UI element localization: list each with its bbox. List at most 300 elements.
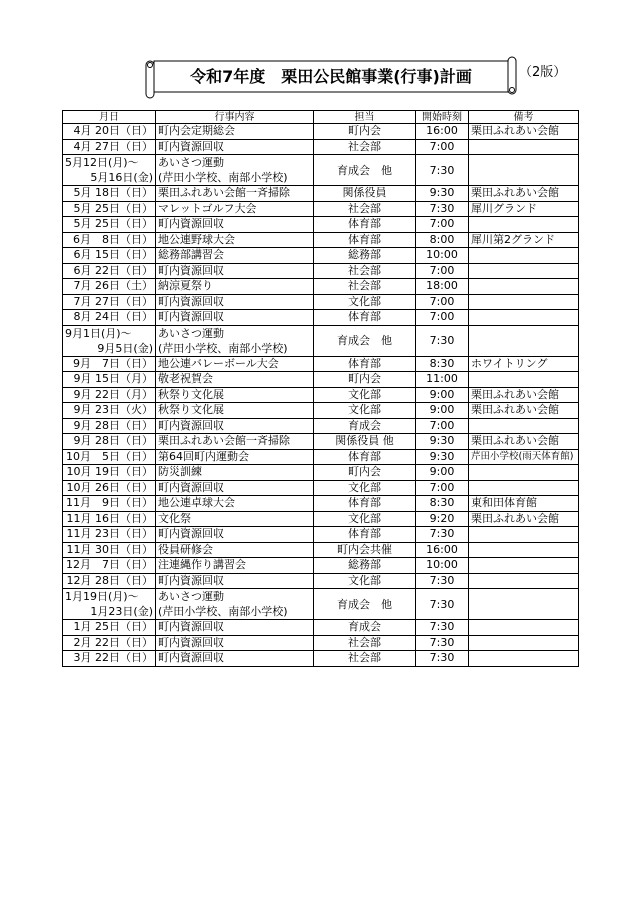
table-row (63, 465, 579, 481)
start-time-cell (416, 589, 469, 620)
start-time-text: 16:00 (426, 542, 458, 556)
event-cell (156, 372, 314, 388)
event-text: 町内資源回収 (158, 294, 224, 308)
date-text: 12月 28日（日） (66, 573, 153, 587)
note-text: 犀川第2グランド (471, 232, 555, 246)
table-row (63, 139, 579, 155)
date-cell (63, 511, 156, 527)
owner-text: 育成会 他 (337, 334, 392, 347)
note-cell (469, 263, 579, 279)
date-start-text: 9月1日(月)～ (65, 326, 132, 340)
date-text: 4月 20日（日） (73, 124, 153, 138)
note-text: 栗田ふれあい会館 (471, 434, 559, 448)
event-text: 町内資源回収 (158, 527, 224, 541)
header-notes: 備考 (469, 111, 579, 124)
date-cell (63, 356, 156, 372)
event-text: 栗田ふれあい会館一斉掃除 (158, 186, 290, 200)
start-time-text: 7:30 (429, 651, 455, 665)
event-text: 町内資源回収 (158, 139, 224, 153)
date-text: 11月 23日（日） (66, 527, 153, 541)
event-cell (156, 573, 314, 589)
document-title: 令和7年度 栗田公民館事業(行事)計画 (190, 67, 472, 86)
owner-cell (314, 496, 416, 512)
note-cell (469, 465, 579, 481)
start-time-text: 9:20 (429, 511, 455, 525)
start-time-text: 7:00 (429, 480, 455, 494)
table-row (63, 387, 579, 403)
owner-cell (314, 403, 416, 419)
owner-cell (314, 449, 416, 465)
start-time-cell (416, 294, 469, 310)
note-text: 栗田ふれあい会館 (471, 403, 559, 417)
schedule-table (62, 110, 579, 667)
event-cell (156, 651, 314, 667)
date-text: 6月 15日（日） (73, 248, 153, 262)
table-row (63, 325, 579, 356)
owner-cell (314, 356, 416, 372)
owner-text: 町内会 (348, 372, 381, 386)
date-cell (63, 434, 156, 450)
note-cell (469, 201, 579, 217)
date-text: 9月 22日（月） (73, 387, 153, 401)
note-cell (469, 294, 579, 310)
owner-text: 社会部 (348, 139, 381, 153)
event-cell (156, 248, 314, 264)
event-text: 秋祭り文化展 (158, 403, 224, 417)
start-time-text: 7:00 (429, 310, 455, 324)
start-time-cell (416, 620, 469, 636)
date-start-text: 1月19日(月)～ (65, 590, 139, 603)
table-row (63, 186, 579, 202)
date-text: 10月 19日（日） (66, 465, 153, 479)
date-cell (63, 527, 156, 543)
date-text: 6月 8日（日） (73, 232, 153, 246)
date-text: 3月 22日（日） (73, 651, 153, 665)
start-time-text: 8:00 (429, 232, 455, 246)
owner-cell (314, 635, 416, 651)
note-cell (469, 449, 579, 465)
event-text: 第64回町内運動会 (158, 449, 249, 463)
table-row (63, 356, 579, 372)
start-time-text: 7:30 (429, 620, 455, 634)
note-cell (469, 589, 579, 620)
start-time-cell (416, 542, 469, 558)
note-cell (469, 387, 579, 403)
start-time-cell (416, 403, 469, 419)
note-cell (469, 434, 579, 450)
event-text: マレットゴルフ大会 (158, 201, 257, 215)
owner-text: 社会部 (348, 201, 381, 215)
table-row (63, 511, 579, 527)
event-subtext: (芹田小学校、南部小学校) (158, 341, 288, 355)
table-row (63, 124, 579, 140)
date-cell (63, 651, 156, 667)
start-time-cell (416, 248, 469, 264)
date-text: 5月 25日（日） (73, 201, 153, 215)
owner-text: 文化部 (348, 387, 381, 401)
start-time-text: 7:30 (429, 201, 455, 215)
start-time-text: 7:00 (429, 418, 455, 432)
owner-text: 育成会 他 (337, 163, 392, 177)
note-cell (469, 651, 579, 667)
date-text: 6月 22日（日） (73, 263, 153, 277)
note-text: 東和田体育館 (471, 496, 537, 510)
event-text: 敬老祝賀会 (158, 372, 213, 386)
event-cell (156, 449, 314, 465)
date-cell (63, 542, 156, 558)
event-subtext: (芹田小学校、南部小学校) (158, 605, 288, 618)
table-row (63, 403, 579, 419)
date-text: 10月 26日（日） (66, 480, 153, 494)
table-row (63, 372, 579, 388)
owner-text: 育成会 (348, 620, 381, 634)
table-row (63, 217, 579, 233)
date-start-text: 5月12日(月)～ (65, 156, 139, 169)
owner-text: 文化部 (348, 573, 381, 587)
date-cell (63, 124, 156, 140)
note-cell (469, 139, 579, 155)
date-cell (63, 186, 156, 202)
owner-text: 文化部 (348, 403, 381, 417)
owner-cell (314, 232, 416, 248)
event-text: 注連縄作り講習会 (158, 558, 246, 572)
start-time-cell (416, 232, 469, 248)
note-cell (469, 155, 579, 186)
table-body (63, 124, 579, 667)
owner-cell (314, 651, 416, 667)
start-time-text: 10:00 (426, 248, 458, 262)
date-text: 11月 30日（日） (66, 542, 153, 556)
event-text: 町内資源回収 (158, 651, 224, 665)
start-time-text: 18:00 (426, 279, 458, 293)
start-time-text: 7:00 (429, 217, 455, 231)
owner-cell (314, 217, 416, 233)
event-cell (156, 387, 314, 403)
table-row (63, 480, 579, 496)
start-time-text: 7:30 (429, 573, 455, 587)
start-time-text: 7:00 (429, 294, 455, 308)
start-time-cell (416, 387, 469, 403)
table-row (63, 310, 579, 326)
owner-cell (314, 372, 416, 388)
event-text: 納涼夏祭り (158, 279, 213, 293)
owner-text: 総務部 (348, 248, 381, 262)
date-cell (63, 155, 156, 186)
event-cell (156, 558, 314, 574)
owner-text: 育成会 他 (337, 597, 392, 611)
start-time-cell (416, 325, 469, 356)
note-text: ホワイトリング (471, 356, 548, 370)
event-cell (156, 620, 314, 636)
event-cell (156, 418, 314, 434)
date-cell (63, 372, 156, 388)
event-cell (156, 201, 314, 217)
owner-text: 文化部 (348, 480, 381, 494)
date-cell (63, 139, 156, 155)
start-time-cell (416, 651, 469, 667)
owner-cell (314, 542, 416, 558)
event-cell (156, 124, 314, 140)
date-text: 1月 25日（日） (73, 620, 153, 634)
event-cell (156, 310, 314, 326)
start-time-text: 7:00 (429, 263, 455, 277)
event-text: 防災訓練 (158, 465, 202, 479)
event-text: あいさつ運動 (158, 590, 224, 603)
event-cell (156, 635, 314, 651)
start-time-text: 9:30 (429, 186, 455, 200)
note-cell (469, 403, 579, 419)
owner-text: 体育部 (348, 449, 381, 463)
event-text: 町内資源回収 (158, 635, 224, 649)
date-text: 7月 26日（土） (73, 279, 153, 293)
owner-cell (314, 325, 416, 356)
date-text: 12月 7日（日） (66, 558, 153, 572)
owner-text: 体育部 (348, 232, 381, 246)
date-cell (63, 248, 156, 264)
note-cell (469, 480, 579, 496)
event-cell (156, 496, 314, 512)
event-text: 町内会定期総会 (158, 124, 235, 138)
owner-cell (314, 480, 416, 496)
table-row (63, 496, 579, 512)
start-time-text: 9:30 (429, 449, 455, 463)
date-text: 7月 27日（日） (73, 294, 153, 308)
start-time-cell (416, 527, 469, 543)
edition-label: （2版） (519, 65, 567, 80)
owner-text: 育成会 (348, 418, 381, 432)
owner-text: 体育部 (348, 310, 381, 324)
event-text: 町内資源回収 (158, 418, 224, 432)
owner-text: 文化部 (348, 511, 381, 525)
note-text: 犀川グランド (471, 201, 537, 215)
note-cell (469, 232, 579, 248)
event-cell (156, 511, 314, 527)
event-text: 役員研修会 (158, 542, 213, 556)
owner-cell (314, 155, 416, 186)
event-text: 町内資源回収 (158, 310, 224, 324)
date-text: 9月 28日（日） (73, 434, 153, 448)
start-time-text: 9:30 (429, 434, 455, 448)
start-time-cell (416, 155, 469, 186)
note-text: 栗田ふれあい会館 (471, 387, 559, 401)
start-time-text: 16:00 (426, 124, 458, 138)
start-time-cell (416, 279, 469, 295)
event-cell (156, 139, 314, 155)
event-cell (156, 589, 314, 620)
owner-text: 体育部 (348, 356, 381, 370)
event-text: 文化祭 (158, 511, 191, 525)
date-end-text: 9月5日(金) (97, 341, 153, 355)
note-cell (469, 372, 579, 388)
date-end-text: 5月16日(金) (90, 171, 153, 184)
header-event: 行事内容 (156, 111, 314, 124)
start-time-cell (416, 511, 469, 527)
header-owner: 担当 (314, 111, 416, 124)
owner-text: 関係役員 (342, 186, 387, 200)
event-cell (156, 465, 314, 481)
event-cell (156, 217, 314, 233)
owner-text: 町内会共催 (337, 542, 392, 556)
event-cell (156, 403, 314, 419)
event-text: 町内資源回収 (158, 480, 224, 494)
date-cell (63, 635, 156, 651)
owner-text: 社会部 (348, 263, 381, 277)
event-text: 秋祭り文化展 (158, 387, 224, 401)
date-cell (63, 403, 156, 419)
owner-cell (314, 310, 416, 326)
date-cell (63, 387, 156, 403)
start-time-cell (416, 186, 469, 202)
event-text: あいさつ運動 (158, 326, 224, 340)
table-header-row (63, 111, 579, 124)
note-text: 栗田ふれあい会館 (471, 186, 559, 200)
owner-text: 総務部 (348, 558, 381, 572)
event-subtext: (芹田小学校、南部小学校) (158, 171, 288, 184)
note-cell (469, 356, 579, 372)
owner-cell (314, 201, 416, 217)
event-cell (156, 542, 314, 558)
start-time-text: 7:00 (429, 139, 455, 153)
note-cell (469, 496, 579, 512)
owner-cell (314, 263, 416, 279)
header-start-time: 開始時刻 (416, 111, 469, 124)
date-end-text: 1月23日(金) (90, 605, 153, 618)
table-row (63, 620, 579, 636)
event-cell (156, 155, 314, 186)
owner-cell (314, 465, 416, 481)
event-cell (156, 294, 314, 310)
note-text: 栗田ふれあい会館 (471, 124, 559, 138)
event-cell (156, 356, 314, 372)
note-cell (469, 418, 579, 434)
start-time-cell (416, 496, 469, 512)
event-text: 町内資源回収 (158, 263, 224, 277)
table-row (63, 558, 579, 574)
date-text: 2月 22日（日） (73, 635, 153, 649)
owner-text: 関係役員 他 (335, 434, 394, 448)
date-cell (63, 263, 156, 279)
owner-cell (314, 124, 416, 140)
date-cell (63, 589, 156, 620)
date-cell (63, 418, 156, 434)
owner-text: 町内会 (348, 124, 381, 138)
owner-text: 文化部 (348, 294, 381, 308)
start-time-text: 9:00 (429, 465, 455, 479)
start-time-cell (416, 139, 469, 155)
date-text: 9月 28日（日） (73, 418, 153, 432)
note-cell (469, 124, 579, 140)
event-text: 栗田ふれあい会館一斉掃除 (158, 434, 290, 448)
start-time-cell (416, 263, 469, 279)
event-text: 町内資源回収 (158, 620, 224, 634)
date-text: 4月 27日（日） (73, 139, 153, 153)
note-cell (469, 248, 579, 264)
date-cell (63, 480, 156, 496)
owner-text: 体育部 (348, 527, 381, 541)
note-cell (469, 558, 579, 574)
date-text: 9月 23日（火） (73, 403, 153, 417)
event-text: 地公連バレーボール大会 (158, 356, 279, 370)
table-row (63, 418, 579, 434)
date-cell (63, 217, 156, 233)
note-cell (469, 527, 579, 543)
start-time-cell (416, 434, 469, 450)
table-row (63, 263, 579, 279)
date-text: 8月 24日（日） (73, 310, 153, 324)
event-text: あいさつ運動 (158, 156, 224, 169)
start-time-cell (416, 217, 469, 233)
date-text: 9月 15日（月） (73, 372, 153, 386)
event-cell (156, 527, 314, 543)
date-text: 9月 7日（日） (73, 356, 153, 370)
table-row (63, 573, 579, 589)
table-row (63, 651, 579, 667)
table-row (63, 201, 579, 217)
date-text: 11月 9日（日） (66, 496, 153, 510)
start-time-text: 9:00 (429, 387, 455, 401)
event-text: 地公連卓球大会 (158, 496, 235, 510)
owner-text: 社会部 (348, 635, 381, 649)
start-time-cell (416, 418, 469, 434)
start-time-cell (416, 558, 469, 574)
owner-cell (314, 387, 416, 403)
owner-cell (314, 434, 416, 450)
start-time-text: 7:30 (429, 334, 455, 347)
event-cell (156, 186, 314, 202)
owner-text: 体育部 (348, 496, 381, 510)
start-time-cell (416, 372, 469, 388)
start-time-cell (416, 449, 469, 465)
date-cell (63, 294, 156, 310)
note-cell (469, 325, 579, 356)
event-cell (156, 263, 314, 279)
note-cell (469, 573, 579, 589)
start-time-cell (416, 310, 469, 326)
date-cell (63, 279, 156, 295)
note-cell (469, 186, 579, 202)
date-cell (63, 620, 156, 636)
note-cell (469, 635, 579, 651)
date-cell (63, 558, 156, 574)
owner-text: 社会部 (348, 279, 381, 293)
note-cell (469, 279, 579, 295)
table-row (63, 635, 579, 651)
event-text: 町内資源回収 (158, 573, 224, 587)
event-cell (156, 279, 314, 295)
event-text: 地公連野球大会 (158, 232, 235, 246)
start-time-text: 7:30 (429, 635, 455, 649)
date-text: 5月 18日（日） (73, 186, 153, 200)
date-cell (63, 325, 156, 356)
table-row (63, 589, 579, 620)
event-text: 町内資源回収 (158, 217, 224, 231)
table-row (63, 449, 579, 465)
owner-cell (314, 589, 416, 620)
table-row (63, 527, 579, 543)
note-cell (469, 217, 579, 233)
note-cell (469, 620, 579, 636)
start-time-cell (416, 635, 469, 651)
event-cell (156, 232, 314, 248)
table-row (63, 248, 579, 264)
date-cell (63, 496, 156, 512)
start-time-text: 7:30 (429, 527, 455, 541)
table-row (63, 542, 579, 558)
event-cell (156, 434, 314, 450)
date-cell (63, 310, 156, 326)
owner-cell (314, 558, 416, 574)
table-row (63, 232, 579, 248)
